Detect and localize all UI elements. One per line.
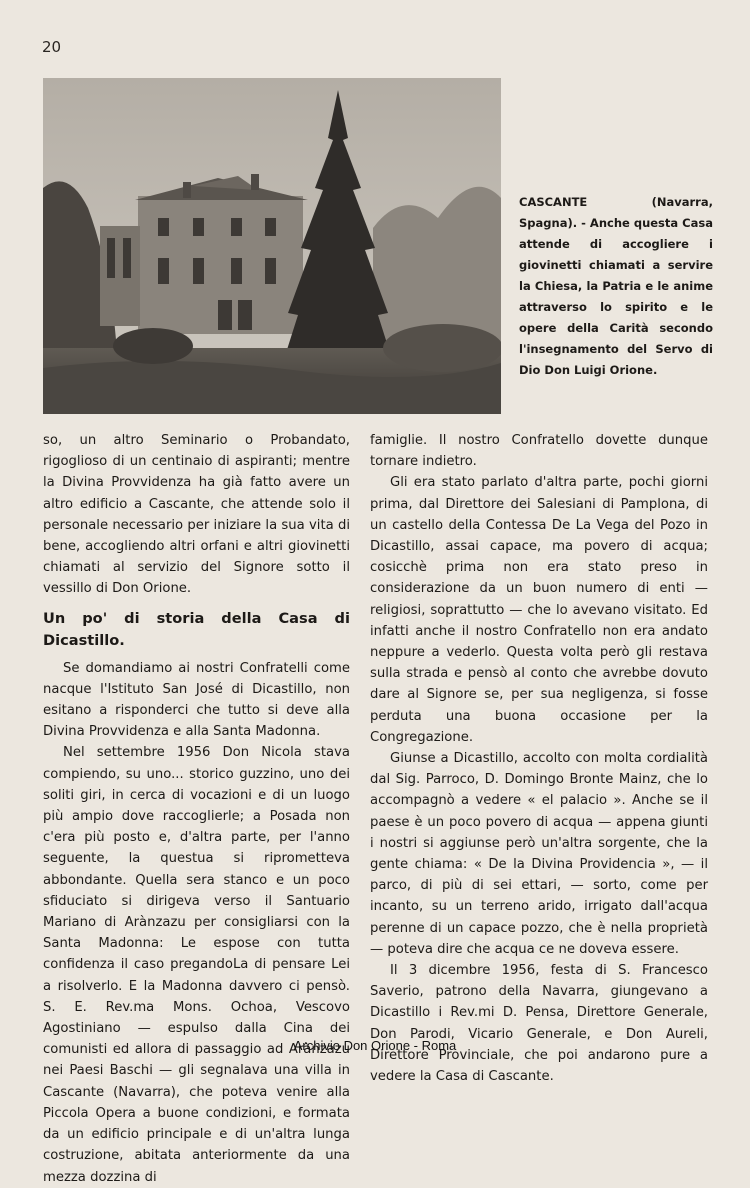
photo-villa (43, 78, 501, 414)
paragraph: famiglie. Il nostro Confratello dovette dunque tornare indietro. (370, 433, 708, 470)
villa-photo-illustration (43, 78, 501, 414)
paragraph: Gli era stato parlato d'altra parte, pochi giorni prima, dal Direttore dei Salesiani di Pamplona, di un castello della Contessa De La Vega del Pozo in Dicastillo, assai capace, ma povero di acqua; cosicchè prima non era stato preso in considerazione da un buon numero di enti — religiosi, soprattutto — che lo avevano visitato. Ed infatti anche il nostro Confratello non era andato neppure a vederlo. Questa volta però gli restava sulla strada e pensò al conto che avrebbe dovuto dare al Signore se, per sua negligenza, si fosse perduta una buona occasione per la Congregazione. (370, 475, 708, 745)
left-column (43, 430, 350, 1188)
paragraph: Se domandiamo ai nostri Confratelli come nacque l'Istituto San José di Dicastillo, non esitano a risponderci che tutto si deve alla Divina Provvidenza e alla Santa Madonna. (43, 660, 350, 740)
archive-footer: Archivio Don Orione - Roma (293, 1038, 457, 1053)
paragraph: so, un altro Seminario o Probandato, rigoglioso di un centinaio di aspiranti; mentre la Divina Provvidenza ha già fatto avere un altro edificio a Cascante, che attende solo il personale necessario per iniziare la sua vita di bene, accogliendo altri orfani e altri giovinetti chiamati al servizio del Signore sotto il vessillo di Don Orione. (43, 433, 350, 597)
paragraph: Giunse a Dicastillo, accolto con molta cordialità dal Sig. Parroco, D. Domingo Bronte Mainz, che lo accompagnò a vedere « el palacio ». Anche se il paese è un poco povero di acqua — appena giunti i nostri si aggiunse però un'altra sorgente, che la gente chiama: « De la Divina Providencia », — il parco, di più di sei ettari, — sorto, come per incanto, su un terreno arido, irrigato dall'acqua perenne di un capace pozzo, che è nella proprietà — poteva dire che acqua ce ne doveva essere. (370, 751, 708, 957)
photo-caption: CASCANTE (Navarra, Spagna). - Anche questa Casa attende di accogliere i giovinetti chiamati a servire la Chiesa, la Patria e le anime attraverso lo spirito e le opere della Carità secondo l'insegnamento del Servo di Dio Don Luigi Orione. (519, 195, 713, 377)
paragraph: Nel settembre 1956 Don Nicola stava compiendo, su uno... storico guzzino, uno dei soliti giri, in cerca di vocazioni e di un luogo più ampio dove raccoglierle; a Posada non c'era più posto e, d'altra parte, per l'anno seguente, la questua si riprometteva abbondante. Quella sera stanco e un poco sfiduciato si dirigeva verso il Santuario Mariano di Arànzazu per consigliarsi con la Santa Madonna: Le espose con tutta confidenza il caso pregandoLa di pensare Lei a risolverlo. E la Madonna davvero ci pensò. S. E. Rev.ma Mons. Ochoa, Vescovo Agostiniano — espulso dalla Cina dei comunisti ed allora di passaggio ad Arànzazu nei Paesi Baschi — gli segnalava una villa in Cascante (Navarra), che poteva venire alla Piccola Opera a buone condizioni, e formata da un edificio principale e di un'altra lunga costruzione, abitata anteriormente da una mezza dozzina di (43, 745, 350, 1185)
paragraph: Il 3 dicembre 1956, festa di S. Francesco Saverio, patrono della Navarra, giungevano a Dicastillo i Rev.mi D. Pensa, Direttore Generale, Don Parodi, Vicario Generale, e Don Aureli, Direttore Provinciale, che poi andarono pure a vedere la Casa di Cascante. (370, 963, 708, 1085)
page-number: 20 (42, 38, 62, 56)
section-heading: Un po' di storia della Casa di Dicastillo. (43, 609, 350, 649)
right-column (370, 430, 708, 1087)
